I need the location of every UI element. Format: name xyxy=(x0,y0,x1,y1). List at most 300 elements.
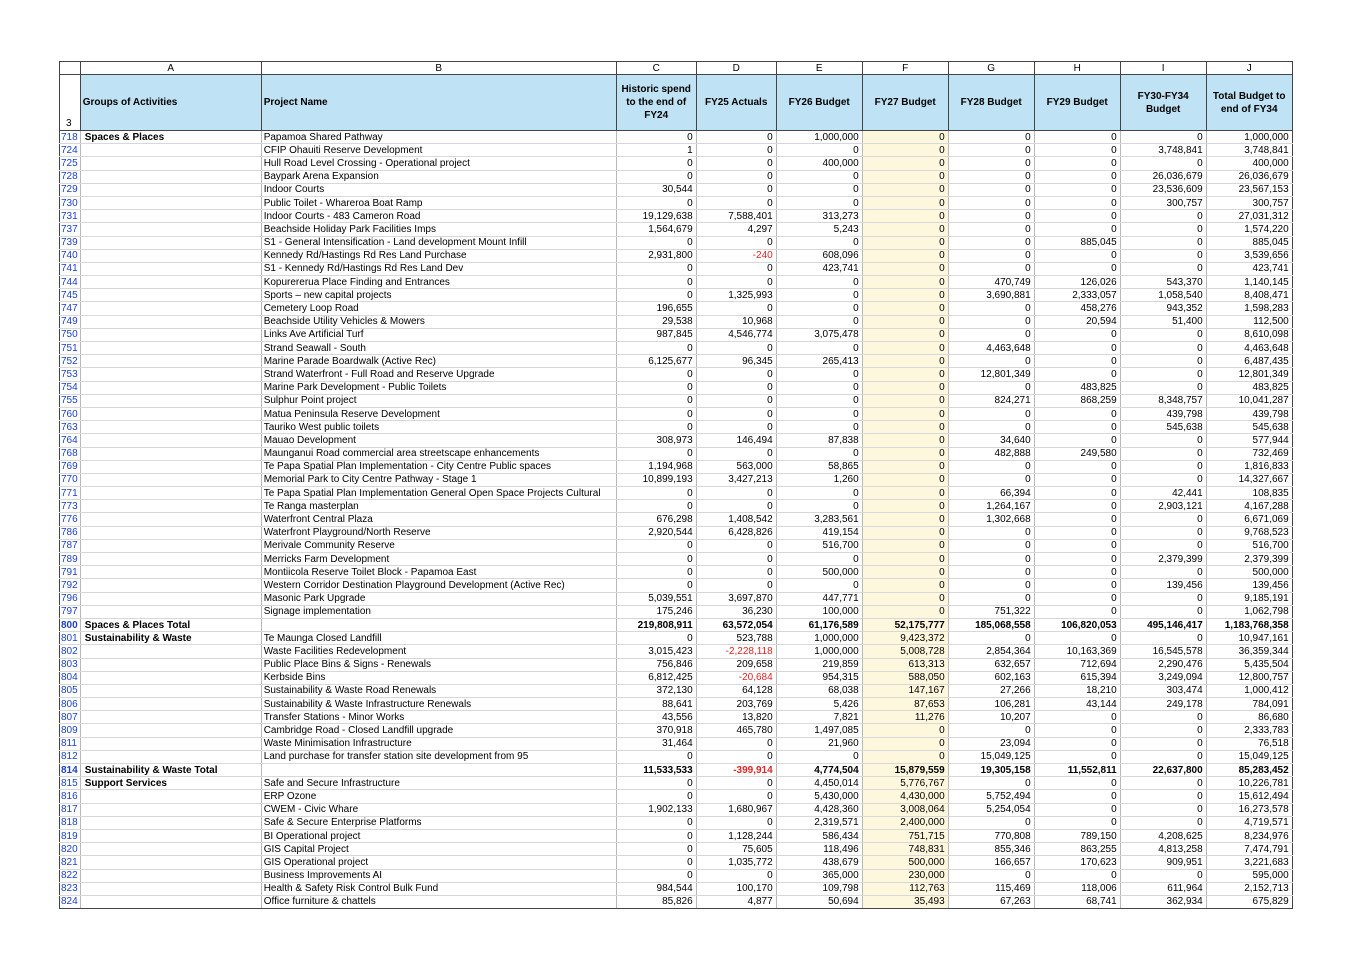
column-header-i[interactable]: I xyxy=(1120,62,1206,75)
fy26-budget-cell[interactable]: 0 xyxy=(776,315,862,328)
fy28-budget-cell[interactable]: 0 xyxy=(948,632,1034,645)
total-budget-cell[interactable]: 15,049,125 xyxy=(1206,750,1292,763)
fy28-budget-cell[interactable]: 0 xyxy=(948,170,1034,183)
fy27-budget-cell[interactable]: 0 xyxy=(862,183,948,196)
fy30-fy34-budget-cell[interactable]: 2,290,476 xyxy=(1120,658,1206,671)
total-budget-cell[interactable]: 108,835 xyxy=(1206,487,1292,500)
project-name-cell[interactable]: Public Place Bins & Signs - Renewals xyxy=(261,658,616,671)
fy28-budget-cell[interactable]: 2,854,364 xyxy=(948,645,1034,658)
fy30-fy34-budget-cell[interactable]: 0 xyxy=(1120,355,1206,368)
total-budget-cell[interactable]: 6,671,069 xyxy=(1206,513,1292,526)
group-cell[interactable] xyxy=(80,157,261,170)
header-fy26-budget[interactable]: FY26 Budget xyxy=(776,75,862,131)
project-name-cell[interactable]: Marine Parade Boardwalk (Active Rec) xyxy=(261,355,616,368)
fy30-fy34-budget-cell[interactable]: 300,757 xyxy=(1120,196,1206,209)
fy27-budget-cell[interactable]: 0 xyxy=(862,579,948,592)
fy25-actuals-cell[interactable]: 0 xyxy=(696,276,776,289)
fy30-fy34-budget-cell[interactable]: 4,813,258 xyxy=(1120,843,1206,856)
fy30-fy34-budget-cell[interactable]: 2,903,121 xyxy=(1120,500,1206,513)
row-number[interactable]: 771 xyxy=(60,487,81,500)
historic-spend-cell[interactable]: 6,812,425 xyxy=(616,671,696,684)
total-budget-cell[interactable]: 483,825 xyxy=(1206,381,1292,394)
fy29-budget-cell[interactable]: 0 xyxy=(1034,605,1120,618)
fy29-budget-cell[interactable]: 0 xyxy=(1034,737,1120,750)
total-budget-cell[interactable]: 885,045 xyxy=(1206,236,1292,249)
project-name-cell[interactable]: Sustainability & Waste Infrastructure Renewals xyxy=(261,698,616,711)
fy29-budget-cell[interactable]: 118,006 xyxy=(1034,882,1120,895)
group-cell[interactable] xyxy=(80,895,261,908)
total-budget-cell[interactable]: 4,167,288 xyxy=(1206,500,1292,513)
fy26-budget-cell[interactable]: 21,960 xyxy=(776,737,862,750)
fy29-budget-cell[interactable]: 0 xyxy=(1034,526,1120,539)
fy27-budget-cell[interactable]: 0 xyxy=(862,513,948,526)
row-number[interactable]: 792 xyxy=(60,579,81,592)
fy28-budget-cell[interactable]: 0 xyxy=(948,460,1034,473)
fy28-budget-cell[interactable]: 19,305,158 xyxy=(948,764,1034,777)
project-name-cell[interactable]: Waterfront Central Plaza xyxy=(261,513,616,526)
row-number[interactable]: 816 xyxy=(60,790,81,803)
fy29-budget-cell[interactable]: 0 xyxy=(1034,592,1120,605)
group-cell[interactable] xyxy=(80,539,261,552)
fy26-budget-cell[interactable]: 7,821 xyxy=(776,711,862,724)
fy27-budget-cell[interactable]: 0 xyxy=(862,223,948,236)
total-budget-cell[interactable]: 2,333,783 xyxy=(1206,724,1292,737)
fy27-budget-cell[interactable]: 0 xyxy=(862,131,948,144)
group-cell[interactable]: Sustainability & Waste Total xyxy=(80,764,261,777)
fy29-budget-cell[interactable]: 0 xyxy=(1034,803,1120,816)
fy28-budget-cell[interactable]: 23,094 xyxy=(948,737,1034,750)
column-header-f[interactable]: F xyxy=(862,62,948,75)
historic-spend-cell[interactable]: 0 xyxy=(616,421,696,434)
group-cell[interactable] xyxy=(80,658,261,671)
fy27-budget-cell[interactable]: 0 xyxy=(862,210,948,223)
project-name-cell[interactable]: Cemetery Loop Road xyxy=(261,302,616,315)
fy28-budget-cell[interactable]: 185,068,558 xyxy=(948,618,1034,631)
group-cell[interactable] xyxy=(80,500,261,513)
fy27-budget-cell[interactable]: 0 xyxy=(862,302,948,315)
project-name-cell[interactable] xyxy=(261,764,616,777)
group-cell[interactable] xyxy=(80,236,261,249)
group-cell[interactable] xyxy=(80,421,261,434)
fy29-budget-cell[interactable]: 0 xyxy=(1034,131,1120,144)
total-budget-cell[interactable]: 577,944 xyxy=(1206,434,1292,447)
fy29-budget-cell[interactable]: 0 xyxy=(1034,869,1120,882)
fy25-actuals-cell[interactable]: 0 xyxy=(696,777,776,790)
project-name-cell[interactable]: Office furniture & chattels xyxy=(261,895,616,908)
fy27-budget-cell[interactable]: 11,276 xyxy=(862,711,948,724)
fy25-actuals-cell[interactable]: -399,914 xyxy=(696,764,776,777)
group-cell[interactable] xyxy=(80,513,261,526)
fy26-budget-cell[interactable]: 0 xyxy=(776,421,862,434)
project-name-cell[interactable]: Safe and Secure Infrastructure xyxy=(261,777,616,790)
fy25-actuals-cell[interactable]: 0 xyxy=(696,737,776,750)
fy25-actuals-cell[interactable]: 0 xyxy=(696,579,776,592)
fy28-budget-cell[interactable]: 824,271 xyxy=(948,394,1034,407)
fy29-budget-cell[interactable]: 0 xyxy=(1034,487,1120,500)
total-budget-cell[interactable]: 15,612,494 xyxy=(1206,790,1292,803)
fy30-fy34-budget-cell[interactable]: 0 xyxy=(1120,236,1206,249)
fy25-actuals-cell[interactable]: 63,572,054 xyxy=(696,618,776,631)
historic-spend-cell[interactable]: 19,129,638 xyxy=(616,210,696,223)
fy25-actuals-cell[interactable]: 0 xyxy=(696,368,776,381)
fy26-budget-cell[interactable]: 58,865 xyxy=(776,460,862,473)
row-number[interactable]: 820 xyxy=(60,843,81,856)
fy29-budget-cell[interactable]: 0 xyxy=(1034,579,1120,592)
fy25-actuals-cell[interactable]: 100,170 xyxy=(696,882,776,895)
fy25-actuals-cell[interactable]: 563,000 xyxy=(696,460,776,473)
fy27-budget-cell[interactable]: 0 xyxy=(862,157,948,170)
fy26-budget-cell[interactable]: 87,838 xyxy=(776,434,862,447)
total-budget-cell[interactable]: 439,798 xyxy=(1206,407,1292,420)
column-header-c[interactable]: C xyxy=(616,62,696,75)
group-cell[interactable] xyxy=(80,803,261,816)
historic-spend-cell[interactable]: 0 xyxy=(616,487,696,500)
total-budget-cell[interactable]: 23,567,153 xyxy=(1206,183,1292,196)
project-name-cell[interactable]: Land purchase for transfer station site development from 95 xyxy=(261,750,616,763)
historic-spend-cell[interactable]: 987,845 xyxy=(616,328,696,341)
fy28-budget-cell[interactable]: 0 xyxy=(948,407,1034,420)
fy27-budget-cell[interactable]: 52,175,777 xyxy=(862,618,948,631)
fy26-budget-cell[interactable]: 118,496 xyxy=(776,843,862,856)
historic-spend-cell[interactable]: 0 xyxy=(616,579,696,592)
fy30-fy34-budget-cell[interactable]: 303,474 xyxy=(1120,684,1206,697)
total-budget-cell[interactable]: 86,680 xyxy=(1206,711,1292,724)
fy28-budget-cell[interactable]: 0 xyxy=(948,131,1034,144)
fy30-fy34-budget-cell[interactable]: 42,441 xyxy=(1120,487,1206,500)
fy25-actuals-cell[interactable]: 0 xyxy=(696,487,776,500)
total-budget-cell[interactable]: 5,435,504 xyxy=(1206,658,1292,671)
fy27-budget-cell[interactable]: 0 xyxy=(862,750,948,763)
fy28-budget-cell[interactable]: 0 xyxy=(948,210,1034,223)
historic-spend-cell[interactable]: 0 xyxy=(616,500,696,513)
row-number[interactable]: 802 xyxy=(60,645,81,658)
group-cell[interactable] xyxy=(80,737,261,750)
total-budget-cell[interactable]: 6,487,435 xyxy=(1206,355,1292,368)
fy26-budget-cell[interactable]: 0 xyxy=(776,407,862,420)
fy29-budget-cell[interactable]: 0 xyxy=(1034,473,1120,486)
group-cell[interactable] xyxy=(80,315,261,328)
fy30-fy34-budget-cell[interactable]: 0 xyxy=(1120,157,1206,170)
project-name-cell[interactable]: Marine Park Development - Public Toilets xyxy=(261,381,616,394)
fy25-actuals-cell[interactable]: 0 xyxy=(696,816,776,829)
fy26-budget-cell[interactable]: 0 xyxy=(776,447,862,460)
historic-spend-cell[interactable]: 2,931,800 xyxy=(616,249,696,262)
total-budget-cell[interactable]: 8,408,471 xyxy=(1206,289,1292,302)
fy25-actuals-cell[interactable]: 209,658 xyxy=(696,658,776,671)
fy30-fy34-budget-cell[interactable]: 0 xyxy=(1120,223,1206,236)
fy26-budget-cell[interactable]: 0 xyxy=(776,302,862,315)
fy26-budget-cell[interactable]: 4,774,504 xyxy=(776,764,862,777)
row-number[interactable]: 797 xyxy=(60,605,81,618)
fy27-budget-cell[interactable]: 0 xyxy=(862,421,948,434)
row-number[interactable]: 753 xyxy=(60,368,81,381)
row-number[interactable]: 760 xyxy=(60,407,81,420)
fy30-fy34-budget-cell[interactable]: 4,208,625 xyxy=(1120,829,1206,842)
fy26-budget-cell[interactable]: 1,000,000 xyxy=(776,632,862,645)
fy27-budget-cell[interactable]: 15,879,559 xyxy=(862,764,948,777)
fy28-budget-cell[interactable]: 0 xyxy=(948,302,1034,315)
fy28-budget-cell[interactable]: 166,657 xyxy=(948,856,1034,869)
fy28-budget-cell[interactable]: 470,749 xyxy=(948,276,1034,289)
project-name-cell[interactable]: Mauao Development xyxy=(261,434,616,447)
fy30-fy34-budget-cell[interactable]: 0 xyxy=(1120,711,1206,724)
fy26-budget-cell[interactable]: 313,273 xyxy=(776,210,862,223)
fy29-budget-cell[interactable]: 0 xyxy=(1034,421,1120,434)
fy25-actuals-cell[interactable]: 3,427,213 xyxy=(696,473,776,486)
fy28-budget-cell[interactable]: 0 xyxy=(948,262,1034,275)
fy26-budget-cell[interactable]: 100,000 xyxy=(776,605,862,618)
historic-spend-cell[interactable]: 0 xyxy=(616,236,696,249)
project-name-cell[interactable]: Public Toilet - Whareroa Boat Ramp xyxy=(261,196,616,209)
row-number[interactable]: 787 xyxy=(60,539,81,552)
project-name-cell[interactable]: Sustainability & Waste Road Renewals xyxy=(261,684,616,697)
historic-spend-cell[interactable]: 85,826 xyxy=(616,895,696,908)
fy27-budget-cell[interactable]: 0 xyxy=(862,289,948,302)
fy30-fy34-budget-cell[interactable]: 495,146,417 xyxy=(1120,618,1206,631)
fy28-budget-cell[interactable]: 12,801,349 xyxy=(948,368,1034,381)
project-name-cell[interactable]: Beachside Utility Vehicles & Mowers xyxy=(261,315,616,328)
fy27-budget-cell[interactable]: 0 xyxy=(862,368,948,381)
row-number[interactable]: 823 xyxy=(60,882,81,895)
row-number[interactable]: 818 xyxy=(60,816,81,829)
column-header-h[interactable]: H xyxy=(1034,62,1120,75)
total-budget-cell[interactable]: 500,000 xyxy=(1206,566,1292,579)
project-name-cell[interactable]: Waterfront Playground/North Reserve xyxy=(261,526,616,539)
fy26-budget-cell[interactable]: 68,038 xyxy=(776,684,862,697)
row-number[interactable]: 805 xyxy=(60,684,81,697)
historic-spend-cell[interactable]: 0 xyxy=(616,196,696,209)
historic-spend-cell[interactable]: 3,015,423 xyxy=(616,645,696,658)
total-budget-cell[interactable]: 675,829 xyxy=(1206,895,1292,908)
fy28-budget-cell[interactable]: 0 xyxy=(948,144,1034,157)
row-number[interactable]: 824 xyxy=(60,895,81,908)
fy28-budget-cell[interactable]: 0 xyxy=(948,236,1034,249)
project-name-cell[interactable]: Links Ave Artificial Turf xyxy=(261,328,616,341)
fy30-fy34-budget-cell[interactable]: 0 xyxy=(1120,539,1206,552)
fy29-budget-cell[interactable]: 18,210 xyxy=(1034,684,1120,697)
historic-spend-cell[interactable]: 984,544 xyxy=(616,882,696,895)
fy25-actuals-cell[interactable]: 0 xyxy=(696,342,776,355)
fy28-budget-cell[interactable]: 482,888 xyxy=(948,447,1034,460)
fy25-actuals-cell[interactable]: 64,128 xyxy=(696,684,776,697)
fy29-budget-cell[interactable]: 0 xyxy=(1034,170,1120,183)
project-name-cell[interactable]: Merricks Farm Development xyxy=(261,553,616,566)
group-cell[interactable] xyxy=(80,249,261,262)
fy25-actuals-cell[interactable]: -240 xyxy=(696,249,776,262)
row-number[interactable]: 822 xyxy=(60,869,81,882)
project-name-cell[interactable]: Memorial Park to City Centre Pathway - Stage 1 xyxy=(261,473,616,486)
group-cell[interactable] xyxy=(80,790,261,803)
total-budget-cell[interactable]: 14,327,667 xyxy=(1206,473,1292,486)
fy25-actuals-cell[interactable]: 1,325,993 xyxy=(696,289,776,302)
total-budget-cell[interactable]: 139,456 xyxy=(1206,579,1292,592)
group-cell[interactable] xyxy=(80,829,261,842)
fy27-budget-cell[interactable]: 0 xyxy=(862,381,948,394)
row-number[interactable]: 796 xyxy=(60,592,81,605)
row-number[interactable]: 811 xyxy=(60,737,81,750)
group-cell[interactable]: Sustainability & Waste xyxy=(80,632,261,645)
row-number[interactable]: 750 xyxy=(60,328,81,341)
row-number[interactable]: 773 xyxy=(60,500,81,513)
column-header-a[interactable]: A xyxy=(80,62,261,75)
fy27-budget-cell[interactable]: 500,000 xyxy=(862,856,948,869)
fy29-budget-cell[interactable]: 0 xyxy=(1034,157,1120,170)
fy30-fy34-budget-cell[interactable]: 22,637,800 xyxy=(1120,764,1206,777)
fy25-actuals-cell[interactable]: 465,780 xyxy=(696,724,776,737)
fy25-actuals-cell[interactable]: 96,345 xyxy=(696,355,776,368)
fy30-fy34-budget-cell[interactable]: 0 xyxy=(1120,249,1206,262)
fy30-fy34-budget-cell[interactable]: 943,352 xyxy=(1120,302,1206,315)
fy30-fy34-budget-cell[interactable]: 0 xyxy=(1120,131,1206,144)
fy25-actuals-cell[interactable]: -2,228,118 xyxy=(696,645,776,658)
row-number[interactable]: 768 xyxy=(60,447,81,460)
fy25-actuals-cell[interactable]: 0 xyxy=(696,869,776,882)
project-name-cell[interactable]: Montiicola Reserve Toilet Block - Papamoa East xyxy=(261,566,616,579)
fy26-budget-cell[interactable]: 0 xyxy=(776,579,862,592)
fy28-budget-cell[interactable]: 0 xyxy=(948,777,1034,790)
fy26-budget-cell[interactable]: 1,000,000 xyxy=(776,131,862,144)
row-number[interactable]: 3 xyxy=(60,75,81,131)
historic-spend-cell[interactable]: 0 xyxy=(616,566,696,579)
row-number[interactable]: 804 xyxy=(60,671,81,684)
fy29-budget-cell[interactable]: 0 xyxy=(1034,632,1120,645)
historic-spend-cell[interactable]: 0 xyxy=(616,553,696,566)
historic-spend-cell[interactable]: 43,556 xyxy=(616,711,696,724)
fy27-budget-cell[interactable]: 87,653 xyxy=(862,698,948,711)
fy29-budget-cell[interactable]: 615,394 xyxy=(1034,671,1120,684)
total-budget-cell[interactable]: 10,947,161 xyxy=(1206,632,1292,645)
fy28-budget-cell[interactable]: 4,463,648 xyxy=(948,342,1034,355)
fy29-budget-cell[interactable]: 0 xyxy=(1034,368,1120,381)
fy25-actuals-cell[interactable]: 75,605 xyxy=(696,843,776,856)
project-name-cell[interactable]: Sulphur Point project xyxy=(261,394,616,407)
fy27-budget-cell[interactable]: 3,008,064 xyxy=(862,803,948,816)
fy25-actuals-cell[interactable]: 0 xyxy=(696,421,776,434)
fy27-budget-cell[interactable]: 0 xyxy=(862,737,948,750)
fy28-budget-cell[interactable]: 0 xyxy=(948,157,1034,170)
fy28-budget-cell[interactable]: 0 xyxy=(948,473,1034,486)
fy27-budget-cell[interactable]: 112,763 xyxy=(862,882,948,895)
project-name-cell[interactable]: Tauriko West public toilets xyxy=(261,421,616,434)
project-name-cell[interactable]: GIS Capital Project xyxy=(261,843,616,856)
total-budget-cell[interactable]: 1,574,220 xyxy=(1206,223,1292,236)
group-cell[interactable] xyxy=(80,355,261,368)
historic-spend-cell[interactable]: 0 xyxy=(616,407,696,420)
historic-spend-cell[interactable]: 0 xyxy=(616,342,696,355)
fy25-actuals-cell[interactable]: 0 xyxy=(696,183,776,196)
group-cell[interactable] xyxy=(80,816,261,829)
fy25-actuals-cell[interactable]: 0 xyxy=(696,236,776,249)
group-cell[interactable] xyxy=(80,473,261,486)
header-fy28-budget[interactable]: FY28 Budget xyxy=(948,75,1034,131)
fy25-actuals-cell[interactable]: 0 xyxy=(696,262,776,275)
project-name-cell[interactable]: Cambridge Road - Closed Landfill upgrade xyxy=(261,724,616,737)
fy30-fy34-budget-cell[interactable]: 0 xyxy=(1120,473,1206,486)
group-cell[interactable] xyxy=(80,645,261,658)
group-cell[interactable] xyxy=(80,566,261,579)
fy29-budget-cell[interactable]: 0 xyxy=(1034,355,1120,368)
fy28-budget-cell[interactable]: 66,394 xyxy=(948,487,1034,500)
fy26-budget-cell[interactable]: 500,000 xyxy=(776,566,862,579)
row-number[interactable]: 801 xyxy=(60,632,81,645)
fy26-budget-cell[interactable]: 265,413 xyxy=(776,355,862,368)
fy29-budget-cell[interactable]: 68,741 xyxy=(1034,895,1120,908)
fy29-budget-cell[interactable]: 0 xyxy=(1034,500,1120,513)
fy26-budget-cell[interactable]: 586,434 xyxy=(776,829,862,842)
total-budget-cell[interactable]: 732,469 xyxy=(1206,447,1292,460)
fy30-fy34-budget-cell[interactable]: 362,934 xyxy=(1120,895,1206,908)
group-cell[interactable] xyxy=(80,579,261,592)
fy29-budget-cell[interactable]: 712,694 xyxy=(1034,658,1120,671)
fy30-fy34-budget-cell[interactable]: 545,638 xyxy=(1120,421,1206,434)
fy30-fy34-budget-cell[interactable]: 249,178 xyxy=(1120,698,1206,711)
row-number[interactable]: 747 xyxy=(60,302,81,315)
fy26-budget-cell[interactable]: 0 xyxy=(776,500,862,513)
fy27-budget-cell[interactable]: 0 xyxy=(862,249,948,262)
fy27-budget-cell[interactable]: 5,776,767 xyxy=(862,777,948,790)
fy28-budget-cell[interactable]: 34,640 xyxy=(948,434,1034,447)
fy29-budget-cell[interactable]: 10,163,369 xyxy=(1034,645,1120,658)
fy30-fy34-budget-cell[interactable]: 139,456 xyxy=(1120,579,1206,592)
fy26-budget-cell[interactable]: 0 xyxy=(776,289,862,302)
total-budget-cell[interactable]: 36,359,344 xyxy=(1206,645,1292,658)
fy28-budget-cell[interactable]: 0 xyxy=(948,869,1034,882)
fy30-fy34-budget-cell[interactable]: 543,370 xyxy=(1120,276,1206,289)
fy27-budget-cell[interactable]: 613,313 xyxy=(862,658,948,671)
fy25-actuals-cell[interactable]: -20,684 xyxy=(696,671,776,684)
fy25-actuals-cell[interactable]: 7,588,401 xyxy=(696,210,776,223)
fy27-budget-cell[interactable]: 4,430,000 xyxy=(862,790,948,803)
fy28-budget-cell[interactable]: 106,281 xyxy=(948,698,1034,711)
fy28-budget-cell[interactable]: 1,302,668 xyxy=(948,513,1034,526)
fy28-budget-cell[interactable]: 0 xyxy=(948,566,1034,579)
fy25-actuals-cell[interactable]: 0 xyxy=(696,302,776,315)
fy27-budget-cell[interactable]: 0 xyxy=(862,605,948,618)
total-budget-cell[interactable]: 7,474,791 xyxy=(1206,843,1292,856)
total-budget-cell[interactable]: 1,062,798 xyxy=(1206,605,1292,618)
fy26-budget-cell[interactable]: 5,430,000 xyxy=(776,790,862,803)
fy26-budget-cell[interactable]: 0 xyxy=(776,196,862,209)
fy27-budget-cell[interactable]: 0 xyxy=(862,500,948,513)
fy28-budget-cell[interactable]: 5,752,494 xyxy=(948,790,1034,803)
fy25-actuals-cell[interactable]: 523,788 xyxy=(696,632,776,645)
fy26-budget-cell[interactable]: 438,679 xyxy=(776,856,862,869)
fy30-fy34-budget-cell[interactable]: 0 xyxy=(1120,381,1206,394)
total-budget-cell[interactable]: 8,234,976 xyxy=(1206,829,1292,842)
total-budget-cell[interactable]: 2,152,713 xyxy=(1206,882,1292,895)
fy25-actuals-cell[interactable]: 0 xyxy=(696,539,776,552)
fy25-actuals-cell[interactable]: 1,035,772 xyxy=(696,856,776,869)
fy30-fy34-budget-cell[interactable]: 3,249,094 xyxy=(1120,671,1206,684)
row-number[interactable]: 739 xyxy=(60,236,81,249)
fy30-fy34-budget-cell[interactable]: 16,545,578 xyxy=(1120,645,1206,658)
row-number[interactable]: 812 xyxy=(60,750,81,763)
historic-spend-cell[interactable]: 10,899,193 xyxy=(616,473,696,486)
project-name-cell[interactable]: Signage implementation xyxy=(261,605,616,618)
historic-spend-cell[interactable]: 2,920,544 xyxy=(616,526,696,539)
row-number[interactable]: 731 xyxy=(60,210,81,223)
fy27-budget-cell[interactable]: 0 xyxy=(862,315,948,328)
fy27-budget-cell[interactable]: 0 xyxy=(862,539,948,552)
group-cell[interactable] xyxy=(80,262,261,275)
fy27-budget-cell[interactable]: 0 xyxy=(862,592,948,605)
fy26-budget-cell[interactable]: 0 xyxy=(776,276,862,289)
fy26-budget-cell[interactable]: 0 xyxy=(776,144,862,157)
fy26-budget-cell[interactable]: 5,243 xyxy=(776,223,862,236)
fy30-fy34-budget-cell[interactable]: 0 xyxy=(1120,262,1206,275)
historic-spend-cell[interactable]: 0 xyxy=(616,447,696,460)
total-budget-cell[interactable]: 3,539,656 xyxy=(1206,249,1292,262)
